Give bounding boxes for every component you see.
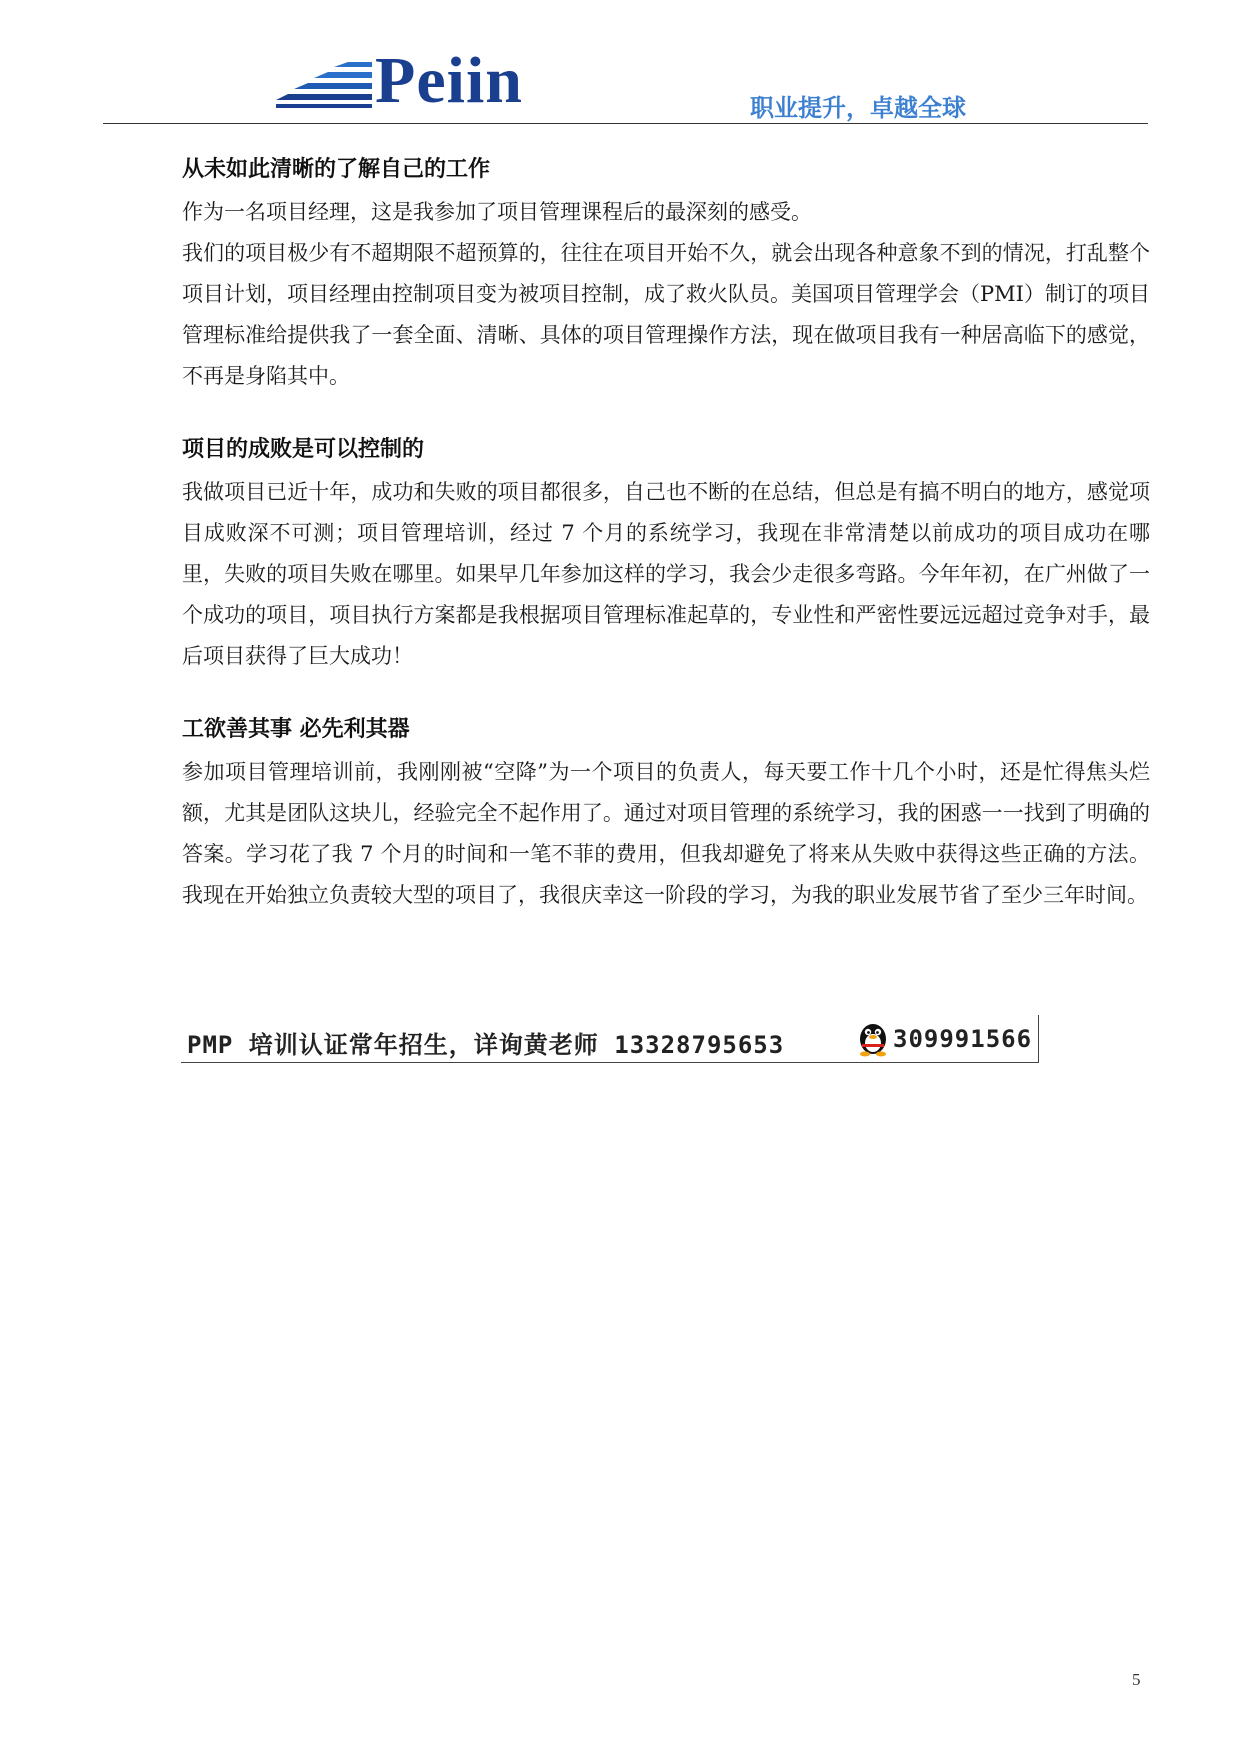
section-clear-understanding bbox=[182, 154, 1150, 397]
contact-banner bbox=[181, 1015, 1039, 1063]
section-paragraph: 参加项目管理培训前，我刚刚被“空降”为一个项目的负责人，每天要工作十几个小时，还是忙得焦头烂额，尤其是团队这块儿，经验完全不起作用了。通过对项目管理的系统学习，我的困惑一一找到了明确的答案。学习花了我 7 个月的时间和一笔不菲的费用，但我却避免了将来从失败中获得这些正确的方法。我现在开始独立负责较大型的项目了，我很庆幸这一阶段的学习，为我的职业发展节省了至少三年时间。 bbox=[182, 760, 1150, 907]
section-sharpen-tools bbox=[182, 714, 1150, 916]
section-paragraph: 作为一名项目经理，这是我参加了项目管理课程后的最深刻的感受。 bbox=[182, 200, 812, 224]
qq-number: 309991566 bbox=[893, 1025, 1033, 1053]
section-heading: 工欲善其事 必先利其器 bbox=[182, 717, 410, 742]
section-heading: 从未如此清晰的了解自己的工作 bbox=[182, 157, 491, 182]
logo-stripes-icon bbox=[276, 62, 376, 110]
brand-logo-text: Peiin bbox=[375, 44, 523, 117]
header-divider bbox=[103, 123, 1148, 124]
section-heading: 项目的成败是可以控制的 bbox=[182, 437, 425, 462]
section-paragraph: 我们的项目极少有不超期限不超预算的，往往在项目开始不久，就会出现各种意象不到的情况，打乱整个项目计划，项目经理由控制项目变为被项目控制，成了救火队员。美国项目管理学会（PMI）制订的项目管理标准给提供我了一套全面、清晰、具体的项目管理操作方法，现在做项目我有一种居高临下的感觉，不再是身陷其中。 bbox=[182, 241, 1150, 388]
banner-contact-text: PMP 培训认证常年招生，详询黄老师 13328795653 bbox=[187, 1031, 785, 1059]
page-body bbox=[182, 154, 1150, 953]
qq-penguin-icon bbox=[854, 1019, 892, 1057]
page-header bbox=[0, 0, 1241, 126]
header-slogan: 职业提升，卓越全球 bbox=[750, 94, 966, 122]
section-success-controllable bbox=[182, 434, 1150, 677]
page-number: 5 bbox=[1132, 1670, 1141, 1689]
section-paragraph: 我做项目已近十年，成功和失败的项目都很多，自己也不断的在总结，但总是有搞不明白的地方，感觉项目成败深不可测；项目管理培训，经过 7 个月的系统学习，我现在非常清楚以前成功的项目成功在哪里，失败的项目失败在哪里。如果早几年参加这样的学习，我会少走很多弯路。今年年初，在广州做了一个成功的项目，项目执行方案都是我根据项目管理标准起草的，专业性和严密性要远远超过竞争对手，最后项目获得了巨大成功！ bbox=[182, 480, 1150, 668]
